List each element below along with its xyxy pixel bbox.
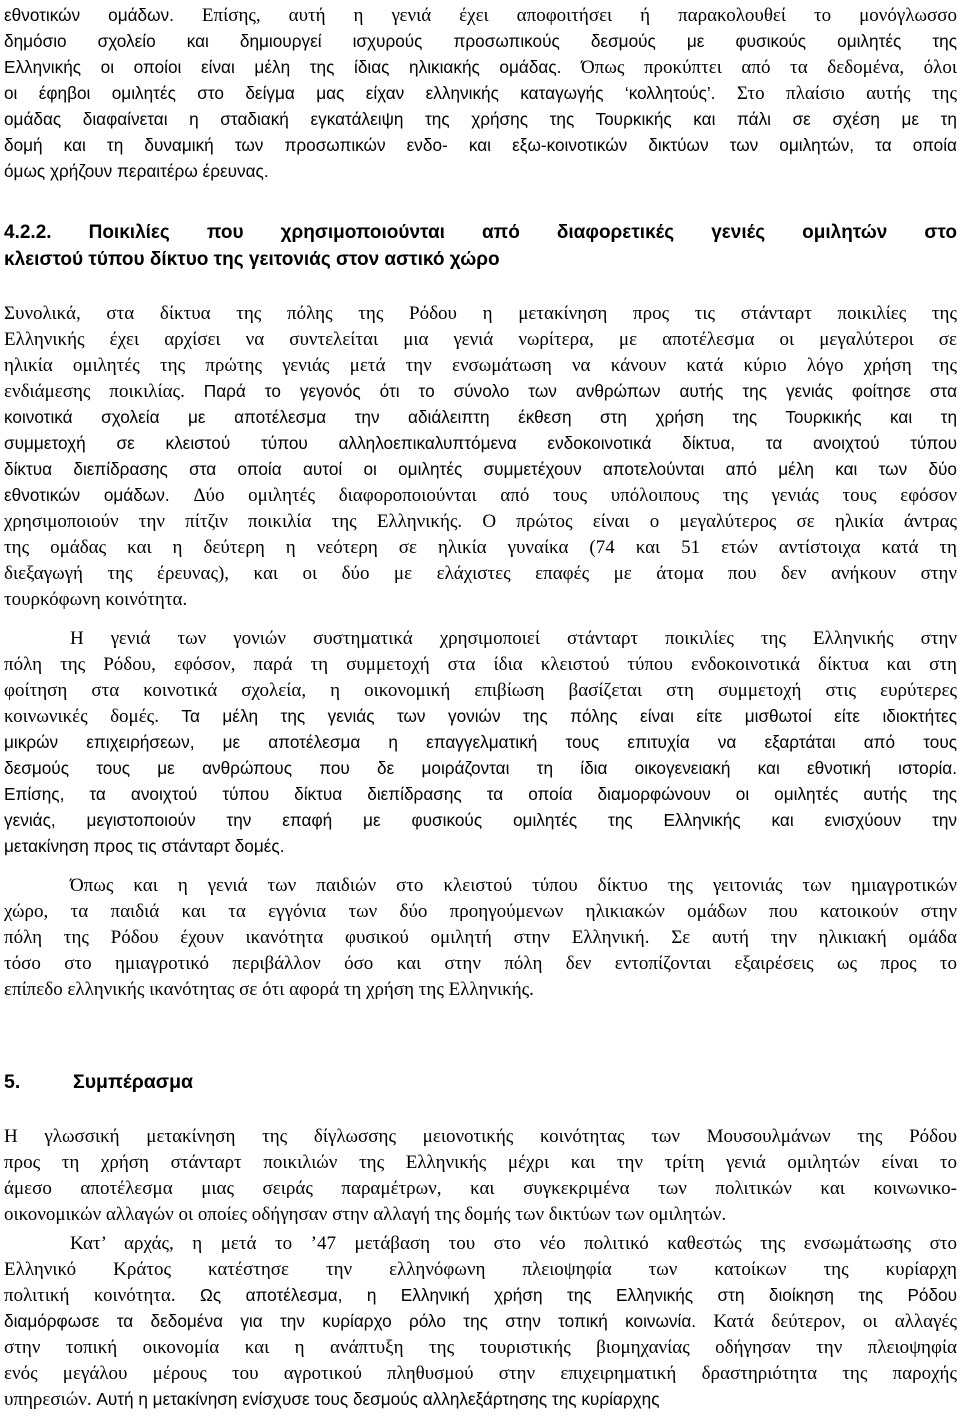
text-line — [4, 1282, 957, 1308]
text-line — [4, 729, 957, 755]
paragraph-conclusion-2 — [4, 1230, 957, 1412]
text-line — [4, 703, 957, 729]
text-run: πολιτική κοινότητα. — [4, 1285, 201, 1306]
paragraph-parents — [4, 625, 957, 859]
text-line — [4, 1175, 957, 1201]
text-run: Στο πλαίσιο αυτής της — [736, 83, 957, 104]
text-run: δημόσιο σχολείο και δημιουργεί ισχυρούς προσωπικούς δεσμούς με φυσικούς ομιλητές της — [4, 31, 957, 51]
text-run: ενός μεγάλου μέρους του αγροτικού πληθυσμού στην επιχειρηματική δραστηριότητα της παροχής — [4, 1363, 957, 1384]
paragraph-generations — [4, 300, 957, 612]
text-line — [4, 1386, 957, 1412]
text-run: γενιάς, μεγιστοποιούν την επαφή με φυσικούς ομιλητές της Ελληνικής και ενισχύουν την — [4, 810, 957, 830]
text-line — [4, 28, 957, 54]
text-run: ενδιάμεσης ποικιλίας. — [4, 381, 204, 402]
text-line — [4, 651, 957, 677]
text-line — [4, 482, 957, 508]
text-line — [4, 1230, 957, 1256]
text-run: Συνολικά, στα δίκτυα της πόλης της Ρόδου η μετακίνηση προς τις στάνταρτ ποικιλίες της — [4, 303, 957, 324]
text-line — [4, 560, 957, 586]
text-run: εθνοτικών ομάδων. — [4, 5, 202, 25]
text-line — [4, 404, 957, 430]
text-line — [4, 976, 957, 1002]
text-run: οικονομικών αλλαγών οι οποίες οδήγησαν στην αλλαγή της δομής των δικτύων των ομιλητών. — [4, 1204, 727, 1225]
text-run: μετακίνηση προς τις στάνταρτ δομές. — [4, 836, 285, 856]
text-run: κοινωνικές δομές. — [4, 706, 182, 727]
text-run: οι έφηβοι ομιλητές στο δείγμα μας είχαν ελληνικής καταγωγής ‘κολλητούς’. — [4, 83, 737, 103]
text-run: διαμόρφωσε τα δεδομένα για την κυρίαρχο ρόλο της στην τοπική κοινωνία. — [4, 1311, 714, 1331]
text-run: δομή και τη δυναμική των προσωπικών ενδο- και εξω-κοινοτικών δικτύων των ομιλητών, τα οποία — [4, 135, 957, 155]
text-run: άμεσο αποτέλεσμα μιας σειράς παραμέτρων, και συγκεκριμένα των πολιτικών και κοινωνικο- — [4, 1178, 957, 1199]
section-number: 5. — [4, 1071, 21, 1093]
text-run: χώρο, τα παιδιά και τα εγγόνια των δύο προηγούμενων ηλικιακών ομάδων που κατοικούν στην — [4, 901, 957, 922]
text-run: ηλικία ομιλητές της πρώτης γενιάς μετά την ενσωμάτωση να κάνουν κατά κύριο λόγο χρήση της — [4, 355, 957, 376]
text-run: όμως χρήζουν περαιτέρω έρευνας. — [4, 161, 269, 181]
text-run: πόλη της Ρόδου, εφόσον, παρά τη συμμετοχή στα ίδια κλειστού τύπου ενδοκοινοτικά δίκτυα και στη — [4, 654, 957, 675]
text-run: επίπεδο ελληνικής ικανότητας σε ότι αφορά τη χρήση της Ελληνικής. — [4, 979, 534, 1000]
text-run: πόλη της Ρόδου έχουν ικανότητα φυσικού ομιλητή στην Ελληνική. Σε αυτή την ηλικιακή ομάδα — [4, 927, 957, 948]
text-line — [4, 1123, 957, 1149]
text-run: κοινοτικά σχολεία με αποτέλεσμα την αδιάλειπτη έκθεση στη χρήση της Τουρκικής και τη — [4, 407, 957, 427]
text-run: εθνοτικών ομάδων. — [4, 485, 194, 505]
text-line — [4, 534, 957, 560]
text-line — [4, 456, 957, 482]
intro-paragraph — [4, 2, 957, 184]
text-line — [4, 833, 957, 859]
section-title: Συμπέρασμα — [73, 1071, 194, 1093]
text-line — [4, 898, 957, 924]
text-run: Ελληνικό Κράτος κατέστησε την ελληνόφωνη πλειοψηφία των κατοίκων της κυρίαρχη — [4, 1259, 957, 1280]
text-run: Η γενιά των γονιών συστηματικά χρησιμοποιεί στάνταρτ ποικιλίες της Ελληνικής στην — [70, 628, 957, 649]
text-run: Αυτή η μετακίνηση ενίσχυσε τους δεσμούς αλληλεξάρτησης της κυρίαρχης — [96, 1389, 660, 1409]
paragraph-children — [4, 872, 957, 1002]
text-run: χρησιμοποιούν την πίτζιν ποικιλία της Ελληνικής. Ο πρώτος είναι ο μεγαλύτερος σε ηλικία άντρας — [4, 511, 957, 532]
text-run: φοίτηση στα κοινοτικά σχολεία, η οικονομική επιβίωση βασίζεται στη συμμετοχή στις ευρύτερες — [4, 680, 957, 701]
text-line — [4, 872, 957, 898]
text-line — [4, 1308, 957, 1334]
text-run: Κατά δεύτερον, οι αλλαγές — [713, 1311, 957, 1332]
text-line — [4, 300, 957, 326]
text-line — [4, 1256, 957, 1282]
paragraph-conclusion-1 — [4, 1123, 957, 1227]
text-run: Τα μέλη της γενιάς των γονιών της πόλης είναι είτε μισθωτοί είτε ιδιοκτήτες — [181, 706, 957, 726]
text-run: συμμετοχή σε κλειστού τύπου αλληλοεπικαλυπτόμενα ενδοκοινοτικά δίκτυα, τα ανοιχτού τύπου — [4, 433, 957, 453]
text-run: ομάδας διαφαίνεται η σταδιακή εγκατάλειψη της χρήσης της Τουρκικής και πάλι σε σχέση με τη — [4, 109, 957, 129]
heading-line: κλειστού τύπου δίκτυο της γειτονιάς στον αστικό χώρο — [4, 249, 500, 270]
text-line — [4, 54, 957, 80]
text-line — [4, 1360, 957, 1386]
text-line — [4, 158, 957, 184]
text-line — [4, 1201, 957, 1227]
section-heading-4-2-2 — [4, 219, 957, 273]
section-heading-5 — [4, 1068, 193, 1096]
text-line — [4, 755, 957, 781]
text-line — [4, 508, 957, 534]
text-run: τόσο στο ημιαγροτικό περιβάλλον όσο και στην πόλη δεν εντοπίζονται εξαιρέσεις ως προς το — [4, 953, 957, 974]
text-run: υπηρεσιών. — [4, 1389, 97, 1410]
text-run: της ομάδας και η δεύτερη η νεότερη σε ηλικία γυναίκα (74 και 51 ετών αντίστοιχα κατά τη — [4, 537, 957, 558]
text-run: Δύο ομιλητές διαφοροποιούνται από τους υπόλοιπους της γενιάς τους εφόσον — [193, 485, 957, 506]
text-line — [4, 924, 957, 950]
text-line — [4, 586, 957, 612]
text-line — [4, 677, 957, 703]
heading-line: 4.2.2. Ποικιλίες που χρησιμοποιούνται από διαφορετικές γενιές ομιλητών στο — [4, 222, 957, 243]
text-line — [4, 625, 957, 651]
text-line — [4, 1149, 957, 1175]
text-run: μικρών επιχειρήσεων, με αποτέλεσμα η επαγγελματική τους επιτυχία να εξαρτάται από τους — [4, 732, 957, 752]
text-run: στην τοπική οικονομία και η ανάπτυξη της τουριστικής βιομηχανίας οδήγησαν την πλειοψηφία — [4, 1337, 957, 1358]
text-line — [4, 2, 957, 28]
text-line — [4, 430, 957, 456]
text-line — [4, 132, 957, 158]
text-run: Παρά το γεγονός ότι το σύνολο των ανθρώπων αυτής της γενιάς φοίτησε στα — [203, 381, 957, 401]
text-run: δίκτυα διεπίδρασης στα οποία αυτοί οι ομιλητές συμμετέχουν αποτελούνται από μέλη και των δύο — [4, 459, 957, 479]
text-line — [4, 1334, 957, 1360]
text-line — [4, 80, 957, 106]
text-run: Ως αποτέλεσμα, η Ελληνική χρήση της Ελληνικής στη διοίκηση της Ρόδου — [200, 1285, 957, 1305]
text-run: τουρκόφωνη κοινότητα. — [4, 589, 188, 610]
text-line — [4, 106, 957, 132]
text-run: Ελληνικής έχει αρχίσει να συντελείται μια γενιά νωρίτερα, με αποτέλεσμα οι μεγαλύτεροι σε — [4, 329, 957, 350]
text-run: Η γλωσσική μετακίνηση της δίγλωσσης μειονοτικής κοινότητας των Μουσουλμάνων της Ρόδου — [4, 1126, 957, 1147]
text-line — [4, 781, 957, 807]
text-line — [4, 326, 957, 352]
text-line — [4, 950, 957, 976]
text-line — [4, 807, 957, 833]
text-run: διεξαγωγή της έρευνας), και οι δύο με ελάχιστες επαφές με άτομα που δεν ανήκουν στην — [4, 563, 957, 584]
text-line — [4, 378, 957, 404]
text-run: Κατ’ αρχάς, η μετά το ’47 μετάβαση του στο νέο πολιτικό καθεστώς της ενσωμάτωσης στο — [70, 1233, 957, 1254]
text-run: Όπως προκύπτει από τα δεδομένα, όλοι — [581, 57, 957, 78]
text-run: Επίσης, αυτή η γενιά έχει αποφοιτήσει ή παρακολουθεί το μονόγλωσσο — [201, 5, 957, 26]
text-run: Όπως και η γενιά των παιδιών στο κλειστού τύπου δίκτυο της γειτονιάς των ημιαγροτικών — [70, 875, 957, 896]
text-run: προς τη χρήση στάνταρτ ποικιλιών της Ελληνικής μέχρι και την τρίτη γενιά ομιλητών είναι το — [4, 1152, 957, 1173]
text-run: Ελληνικής οι οποίοι είναι μέλη της ίδιας ηλικιακής ομάδας. — [4, 57, 582, 77]
text-run: δεσμούς τους με ανθρώπους που δε μοιράζονται τη ίδια οικογενειακή και εθνοτική ιστορία. — [4, 758, 957, 778]
text-line — [4, 352, 957, 378]
text-run: Επίσης, τα ανοιχτού τύπου δίκτυα διεπίδρασης τα οποία διαμορφώνουν οι ομιλητές αυτής της — [4, 784, 957, 804]
